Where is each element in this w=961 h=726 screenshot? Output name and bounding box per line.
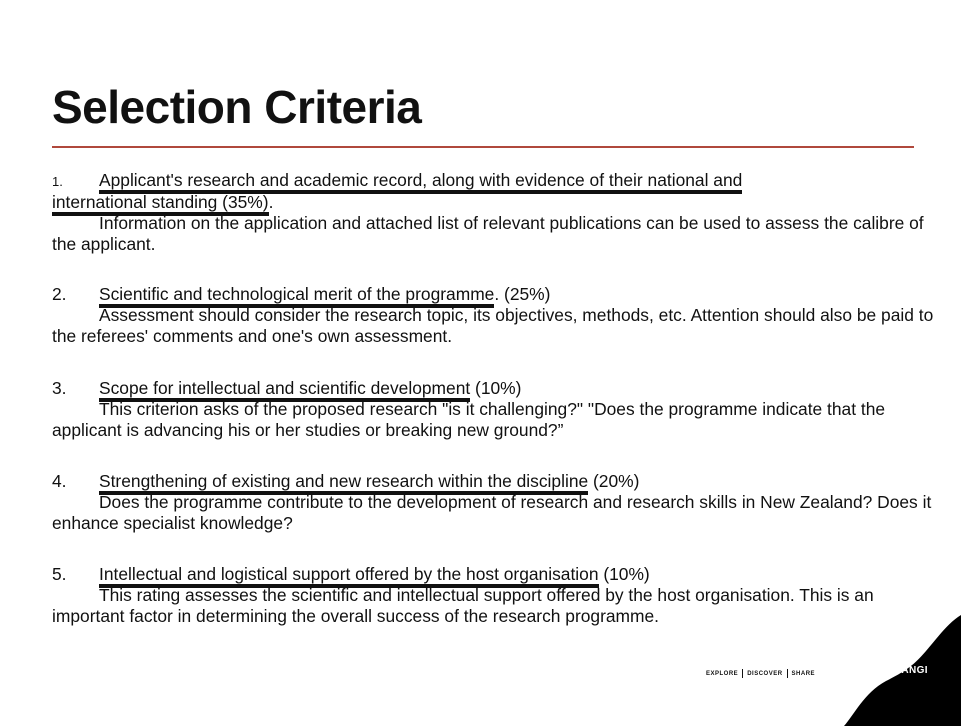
page-title: Selection Criteria [52, 81, 422, 133]
criterion-heading-5 [52, 564, 942, 585]
criterion-description: Assessment should consider the research topic, its objectives, methods, etc. Attention should also be paid to the referees' comments and one's own assessment. [52, 305, 934, 346]
criterion-weight: . (25%) [494, 284, 551, 304]
footer-separator [742, 669, 743, 678]
criterion-suffix: . [268, 192, 274, 212]
logo-wordmark [855, 638, 928, 677]
criterion-description: Does the programme contribute to the development of research and research skills in New Zealand? Does it enhance specialist knowledge? [52, 492, 932, 533]
criterion-description: This criterion asks of the proposed research "is it challenging?" "Does the programme indicate that the applicant is advancing his or her studies or breaking new ground?” [52, 399, 886, 440]
footer-separator [787, 669, 788, 678]
footer-nav-discover: DISCOVER [747, 671, 783, 678]
criterion-description: This rating assesses the scientific and intellectual support offered by the host organisation. This is an important factor in determining the overall success of the research programme. [52, 585, 874, 626]
criterion-item-4 [52, 471, 942, 534]
criterion-title-cont: international standing (35%) [52, 192, 269, 216]
criterion-heading-1 [52, 170, 942, 192]
logo-line: TE APĀRANGI [855, 665, 928, 676]
footer-nav-share: SHARE [791, 671, 816, 678]
criterion-title: Intellectual and logistical support offered by the host organisation [99, 564, 599, 588]
criterion-heading-4 [52, 471, 942, 492]
criteria-list [52, 170, 942, 626]
criterion-item-5 [52, 564, 942, 627]
criterion-description: Information on the application and attached list of relevant publications can be used to assess the calibre of the applicant. [52, 213, 924, 254]
logo-line: ROYAL [855, 639, 892, 650]
criterion-number: 1. [52, 174, 63, 189]
criterion-heading-1-cont [52, 192, 942, 213]
title-divider [52, 146, 914, 148]
criterion-number: 2. [52, 284, 67, 304]
criterion-item-1 [52, 170, 942, 255]
criterion-weight: (10%) [598, 564, 650, 584]
criterion-number: 4. [52, 471, 67, 491]
criterion-number: 3. [52, 378, 67, 398]
criterion-weight: (20%) [588, 471, 640, 491]
criterion-heading-3 [52, 378, 942, 399]
criterion-heading-2 [52, 284, 942, 305]
criterion-title: Scope for intellectual and scientific development [99, 378, 470, 402]
logo-line: SOCIETY [855, 652, 902, 663]
criterion-title: Scientific and technological merit of the programme [99, 284, 494, 308]
criterion-weight: (10%) [470, 378, 522, 398]
criterion-title: Strengthening of existing and new research within the discipline [99, 471, 588, 495]
criterion-item-2 [52, 284, 942, 347]
criterion-item-3 [52, 378, 942, 441]
criterion-title: Applicant's research and academic record, along with evidence of their national and [99, 170, 742, 194]
footer-nav-explore: EXPLORE [706, 671, 739, 678]
criterion-number: 5. [52, 564, 67, 584]
footer-tagline [706, 669, 815, 678]
